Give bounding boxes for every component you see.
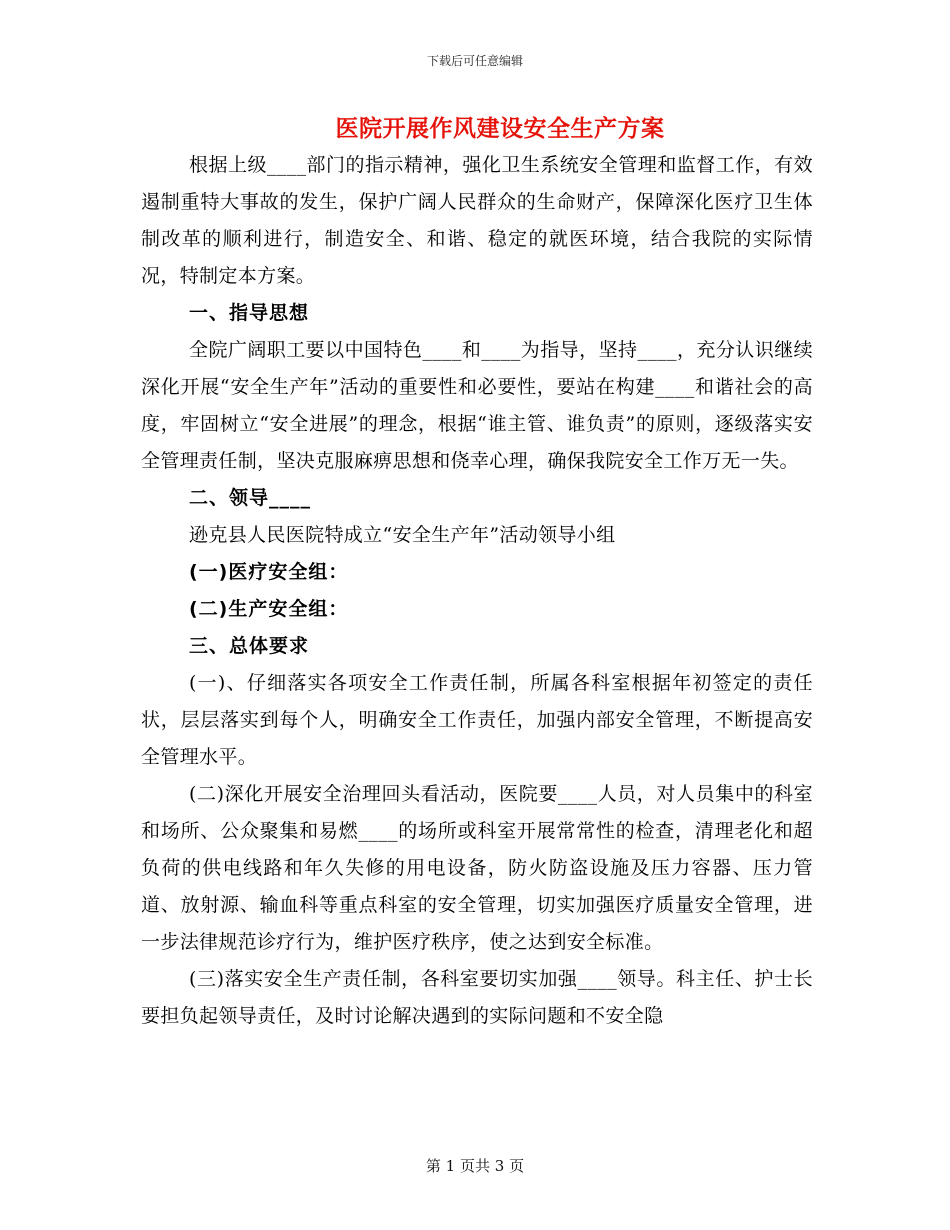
requirement-paragraph-2: (二)深化开展安全治理回头看活动，医院要____人员，对人员集中的科室和场所、公众聚集和易燃____的场所或科室开展常常性的检查，清理老化和超负荷的供电线路和年久失修的用电设备，防火防盗设施及压力容器、压力管道、放射源、输血科等重点科室的安全管理，切实加强医疗质量安全管理，进一步法律规范诊疗行为，维护医疗秩序，使之达到安全标准。 bbox=[141, 783, 813, 953]
section-heading-leadership: 二、领导____ bbox=[189, 487, 312, 509]
subheading-medical-safety-group: (一)医疗安全组： bbox=[189, 561, 349, 583]
requirement-paragraph-1: (一)、仔细落实各项安全工作责任制，所属各科室根据年初签定的责任状，层层落实到每个人，明确安全工作责任，加强内部安全管理，不断提高安全管理水平。 bbox=[141, 672, 813, 768]
document-title: 医院开展作风建设安全生产方案 bbox=[335, 116, 665, 142]
requirement-paragraph-3: (三)落实安全生产责任制，各科室要切实加强____领导。科主任、护士长要担负起领导责任，及时讨论解决遇到的实际问题和不安全隐 bbox=[141, 968, 813, 1027]
page-header-note: 下载后可任意编辑 bbox=[426, 54, 523, 68]
page-footer-page-number: 第 1 页共 3 页 bbox=[425, 1157, 525, 1175]
section-heading-general-requirements: 三、总体要求 bbox=[189, 635, 310, 657]
document-body bbox=[141, 147, 813, 1035]
guiding-thought-paragraph: 全院广阔职工要以中国特色____和____为指导，坚持____，充分认识继续深化开展“安全生产年”活动的重要性和必要性，要站在构建____和谐社会的高度，牢固树立“安全进展”的理念，根据“谁主管、谁负责”的原则，逐级落实安全管理责任制，坚决克服麻痹思想和侥幸心理，确保我院安全工作万无一失。 bbox=[141, 339, 813, 472]
leadership-paragraph: 逊克县人民医院特成立“安全生产年”活动领导小组 bbox=[189, 524, 616, 546]
intro-paragraph: 根据上级____部门的指示精神，强化卫生系统安全管理和监督工作，有效遏制重特大事故的发生，保护广阔人民群众的生命财产，保障深化医疗卫生体制改革的顺利进行，制造安全、和谐、稳定的就医环境，结合我院的实际情况，特制定本方案。 bbox=[141, 154, 813, 287]
section-heading-guiding-thought: 一、指导思想 bbox=[189, 302, 310, 324]
subheading-production-safety-group: (二)生产安全组： bbox=[189, 598, 349, 620]
